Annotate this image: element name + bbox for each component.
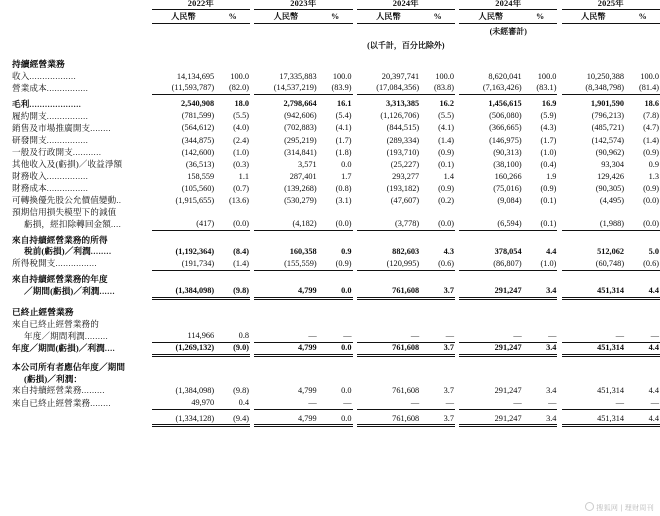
row-label-cost-of-sales: 營業成本................ xyxy=(12,83,89,94)
cell-contprofit-2022-pct: (9.8) xyxy=(215,285,250,298)
cell-fininc-2025-pct: 1.3 xyxy=(648,171,659,181)
header-currency-2022: 人民幣 xyxy=(152,10,216,23)
cell-tax-2024u: (86,807) xyxy=(459,258,523,270)
cell-fincost-2025-pct: (0.9) xyxy=(643,183,659,193)
header-currency-row xyxy=(0,10,660,23)
row-label-rd: 研發開支................ xyxy=(12,134,89,145)
cell-pretax-2022-pct: (8.4) xyxy=(233,247,250,257)
table-row xyxy=(0,330,660,342)
cell-attrtotal-2023: 4,799 xyxy=(254,409,318,426)
cell-other-2022: (36,513) xyxy=(185,159,215,169)
row-label-convertible-pref-fv: 可轉換優先股公允價值變動.. xyxy=(12,195,122,206)
cell-rd-2024u: (146,975) xyxy=(489,135,522,145)
cell-rd-2024a: (289,334) xyxy=(386,135,420,145)
cell-selling-2023-pct: (4.1) xyxy=(335,123,352,133)
cell-pretax-2023: 160,358 xyxy=(289,247,317,257)
row-label-attributable-line1: 本公司所有者應佔年度／期間 xyxy=(12,362,126,373)
cell-contprofit-2024a-pct: 3.7 xyxy=(420,285,455,298)
cell-attrcont-2025: 451,314 xyxy=(597,386,625,396)
cell-gross-2024u: 1,456,615 xyxy=(488,99,522,109)
cell-cost-2022: (11,593,787) xyxy=(152,83,216,95)
cell-fincost-2023-pct: (0.8) xyxy=(335,183,352,193)
cell-cost-2024a: (17,084,356) xyxy=(357,83,421,95)
cell-tax-2022-pct: (1.4) xyxy=(215,258,250,270)
cell-cost-2023-pct: (83.9) xyxy=(318,83,353,95)
cell-fulfillment-2024u: (506,080) xyxy=(489,111,522,121)
cell-cost-2025: (8,348,798) xyxy=(562,83,626,95)
cell-tax-2025: (60,748) xyxy=(562,258,626,270)
cell-rd-2023-pct: (1.7) xyxy=(335,135,352,145)
cell-contprofit-2024u: 291,247 xyxy=(459,285,523,298)
header-percent-2024u: % xyxy=(523,10,558,23)
cell-attrdisc-2024u: — xyxy=(459,397,523,409)
cell-contprofit-2025-pct: 4.4 xyxy=(625,285,660,298)
cell-revenue-2025: 10,250,388 xyxy=(586,71,625,81)
units-spacer xyxy=(0,36,152,57)
row-label-period-profit: 年度／期間(虧損)／利潤.... xyxy=(12,343,116,354)
cell-tax-2024a: (120,995) xyxy=(357,258,421,270)
cell-attrdisc-2024a: — xyxy=(357,397,421,409)
table-row xyxy=(0,231,660,246)
cell-attrdisc-2025: — xyxy=(562,397,626,409)
cell-attrdisc-2022-pct: 0.4 xyxy=(215,397,250,409)
cell-fulfillment-2025-pct: (7.8) xyxy=(643,111,659,121)
cell-rd-2025-pct: (1.4) xyxy=(643,135,659,145)
row-label-ecl-line1: 預期信用損失模型下的減值 xyxy=(12,207,117,218)
cell-discprofit-2022-pct: 0.8 xyxy=(238,331,250,341)
watermark-text: 搜狐网 | 理财周刊 xyxy=(596,505,654,512)
cell-attrtotal-2025: 451,314 xyxy=(562,409,626,426)
cell-gross-2024a-pct: 16.2 xyxy=(439,99,454,109)
cell-fininc-2024a: 293,277 xyxy=(392,171,420,181)
cell-fininc-2024a-pct: 1.4 xyxy=(443,171,454,181)
row-label-other-income: 其他收入及(虧損)／收益淨額 xyxy=(12,159,123,170)
row-label-finance-income: 財務收入................ xyxy=(12,171,89,182)
cell-other-2024a-pct: (0.1) xyxy=(438,159,454,169)
cell-revenue-2023-pct: 100.0 xyxy=(332,71,352,81)
cell-periodprofit-2024u: 291,247 xyxy=(459,342,523,355)
cell-attrtotal-2024a-pct: 3.7 xyxy=(420,409,455,426)
cell-convpref-2024u-pct: (0.1) xyxy=(540,196,557,206)
row-label-discontinued-profit-line1: 來自已終止經營業務的 xyxy=(12,318,99,329)
cell-gross-2022-pct: 18.0 xyxy=(234,99,250,109)
cell-revenue-2025-pct: 100.0 xyxy=(640,71,659,81)
cell-fulfillment-2022: (781,599) xyxy=(181,111,215,121)
cell-convpref-2023: (530,279) xyxy=(284,196,317,206)
section-continuing-row xyxy=(0,57,660,71)
cell-attrdisc-2024u-pct: — xyxy=(523,397,558,409)
cell-selling-2025-pct: (4.7) xyxy=(643,123,659,133)
cell-fininc-2022: 158,559 xyxy=(187,171,215,181)
cell-fincost-2025: (90,305) xyxy=(595,183,625,193)
cell-periodprofit-2025-pct: 4.4 xyxy=(625,342,660,355)
header-corner-empty-2 xyxy=(0,10,152,23)
cell-periodprofit-2023-pct: 0.0 xyxy=(318,342,353,355)
header-year-2025: 2025年 xyxy=(562,0,660,10)
cell-pretax-2024u: 378,054 xyxy=(494,247,522,257)
cell-tax-2025-pct: (0.6) xyxy=(625,258,660,270)
cell-attrcont-2024a: 761,608 xyxy=(392,386,420,396)
cell-ecl-2022-pct: (0.0) xyxy=(215,219,250,231)
cell-tax-2022: (191,734) xyxy=(152,258,216,270)
table-row xyxy=(0,397,660,409)
cell-fulfillment-2024a: (1,126,706) xyxy=(380,111,420,121)
cell-attrtotal-2024u-pct: 3.4 xyxy=(523,409,558,426)
table-row xyxy=(0,373,660,385)
cell-fulfillment-2023-pct: (5.4) xyxy=(335,111,352,121)
row-label-pretax-line1: 來自持續經營業務的所得 xyxy=(12,234,108,245)
header-currency-2024a: 人民幣 xyxy=(357,10,421,23)
table-row xyxy=(0,207,660,219)
cell-selling-2024u-pct: (4.3) xyxy=(540,123,557,133)
row-label-discontinued-profit-line2: 年度／期間利潤......... xyxy=(24,330,109,341)
row-label-continuing-profit-line2: ／期間(虧損)／利潤...... xyxy=(24,286,116,297)
cell-rd-2024u-pct: (1.7) xyxy=(540,135,557,145)
table-row xyxy=(0,270,660,285)
header-year-2024-unaudited: 2024年 xyxy=(459,0,557,10)
cell-cost-2024u-pct: (83.1) xyxy=(523,83,558,95)
table-row xyxy=(0,342,660,355)
cell-admin-2025: (90,962) xyxy=(595,147,625,157)
header-percent-2024a: % xyxy=(420,10,455,23)
cell-discprofit-2023: — xyxy=(308,331,317,341)
cell-rd-2024a-pct: (1.4) xyxy=(438,135,454,145)
header-currency-2024u: 人民幣 xyxy=(459,10,523,23)
cell-rd-2022: (344,875) xyxy=(181,135,215,145)
cell-attrtotal-2022: (1,334,128) xyxy=(152,409,216,426)
cell-other-2025-pct: 0.9 xyxy=(648,159,659,169)
cell-ecl-2023: (4,182) xyxy=(254,219,318,231)
cell-other-2023-pct: 0.0 xyxy=(341,159,352,169)
cell-ecl-2024a-pct: (0.0) xyxy=(420,219,455,231)
cell-attrcont-2023-pct: 0.0 xyxy=(341,386,352,396)
cell-convpref-2023-pct: (3.1) xyxy=(335,196,352,206)
cell-pretax-2023-pct: 0.9 xyxy=(341,247,352,257)
cell-contprofit-2023: 4,799 xyxy=(254,285,318,298)
cell-selling-2024a: (844,515) xyxy=(386,123,420,133)
cell-other-2024a: (25,227) xyxy=(390,159,420,169)
table-row xyxy=(0,409,660,426)
cell-cost-2023: (14,537,219) xyxy=(254,83,318,95)
row-label-fulfillment: 履約開支................ xyxy=(12,110,89,121)
cell-selling-2022-pct: (4.0) xyxy=(233,123,250,133)
section-discontinued-row xyxy=(0,305,660,319)
cell-fincost-2024a-pct: (0.9) xyxy=(438,183,454,193)
watermark-logo-icon xyxy=(585,502,594,511)
cell-other-2023: 3,571 xyxy=(298,159,317,169)
cell-periodprofit-2025: 451,314 xyxy=(562,342,626,355)
table-row xyxy=(0,183,660,195)
unaudited-spacer-2 xyxy=(557,23,660,36)
cell-admin-2024a-pct: (0.9) xyxy=(438,147,454,157)
cell-gross-2024a: 3,313,385 xyxy=(385,99,420,109)
cell-other-2024u-pct: (0.4) xyxy=(540,159,557,169)
cell-admin-2024a: (193,710) xyxy=(386,147,420,157)
header-percent-2022: % xyxy=(215,10,250,23)
cell-convpref-2024a-pct: (0.2) xyxy=(438,196,454,206)
cell-admin-2022: (142,600) xyxy=(181,147,215,157)
cell-fininc-2024u-pct: 1.9 xyxy=(546,171,557,181)
cell-fulfillment-2023: (942,606) xyxy=(284,111,317,121)
watermark xyxy=(585,502,654,513)
cell-rd-2022-pct: (2.4) xyxy=(233,135,250,145)
row-label-pretax-line2: 稅前(虧損)／利潤........ xyxy=(24,246,112,257)
cell-pretax-2025: 512,062 xyxy=(597,247,625,257)
cell-rd-2025: (142,574) xyxy=(591,135,625,145)
cell-tax-2024u-pct: (1.0) xyxy=(523,258,558,270)
header-percent-2025: % xyxy=(625,10,660,23)
cell-attrdisc-2024a-pct: — xyxy=(420,397,455,409)
cell-attrtotal-2022-pct: (9.4) xyxy=(215,409,250,426)
cell-cost-2025-pct: (81.4) xyxy=(625,83,660,95)
cell-pretax-2024u-pct: 4.4 xyxy=(546,247,557,257)
cell-attrtotal-2024a: 761,608 xyxy=(357,409,421,426)
cell-admin-2022-pct: (1.0) xyxy=(233,147,250,157)
cell-gross-2025: 1,901,590 xyxy=(590,99,625,109)
cell-periodprofit-2024a-pct: 3.7 xyxy=(420,342,455,355)
cell-discprofit-2023-pct: — xyxy=(343,331,352,341)
cell-contprofit-2024a: 761,608 xyxy=(357,285,421,298)
cell-discprofit-2024u-pct: — xyxy=(548,331,557,341)
cell-selling-2025: (485,721) xyxy=(591,123,625,133)
cell-fulfillment-2022-pct: (5.5) xyxy=(233,111,250,121)
cell-fulfillment-2024a-pct: (5.5) xyxy=(438,111,454,121)
row-label-attributable-line2: (虧損)／利潤： xyxy=(24,373,83,384)
cell-attrcont-2022: (1,384,098) xyxy=(175,386,215,396)
cell-fininc-2023-pct: 1.7 xyxy=(341,171,352,181)
cell-fincost-2022: (105,560) xyxy=(181,183,215,193)
cell-discprofit-2022: 114,966 xyxy=(187,331,215,341)
units-note: (以千計，百分比除外) xyxy=(367,40,445,50)
cell-fincost-2023: (139,268) xyxy=(284,183,317,193)
cell-attrdisc-2023: — xyxy=(254,397,318,409)
cell-pretax-2025-pct: 5.0 xyxy=(648,247,659,257)
cell-cost-2022-pct: (82.0) xyxy=(215,83,250,95)
cell-attrcont-2024a-pct: 3.7 xyxy=(443,386,454,396)
cell-discprofit-2025-pct: — xyxy=(650,331,659,341)
cell-contprofit-2022: (1,384,098) xyxy=(152,285,216,298)
cell-other-2024u: (38,100) xyxy=(493,159,522,169)
header-currency-2025: 人民幣 xyxy=(562,10,626,23)
cell-convpref-2022: (1,915,655) xyxy=(175,196,215,206)
cell-fincost-2022-pct: (0.7) xyxy=(233,183,250,193)
row-label-attr-continuing: 來自持續經營業務......... xyxy=(12,385,105,396)
table-row xyxy=(0,122,660,134)
cell-fininc-2025: 129,426 xyxy=(597,171,625,181)
table-row xyxy=(0,70,660,82)
table-row xyxy=(0,146,660,158)
cell-other-2022-pct: (0.3) xyxy=(233,159,250,169)
cell-admin-2023: (314,841) xyxy=(284,147,317,157)
cell-gross-2023: 2,798,664 xyxy=(283,99,317,109)
row-label-ecl-line2: 虧損，經扣除轉回金額.... xyxy=(24,219,122,230)
cell-periodprofit-2022: (1,269,132) xyxy=(152,342,216,355)
table-row xyxy=(0,195,660,207)
cell-periodprofit-2023: 4,799 xyxy=(254,342,318,355)
cell-convpref-2022-pct: (13.6) xyxy=(229,196,250,206)
cell-ecl-2024u-pct: (0.1) xyxy=(523,219,558,231)
row-label-attr-discontinued: 來自已終止經營業務........ xyxy=(12,397,112,408)
cell-admin-2025-pct: (0.9) xyxy=(643,147,659,157)
row-label-gross-profit: 毛利.................... xyxy=(12,98,82,109)
cell-attrcont-2023: 4,799 xyxy=(298,386,317,396)
cell-admin-2024u-pct: (1.0) xyxy=(540,147,557,157)
table-row xyxy=(0,318,660,330)
cell-attrdisc-2025-pct: — xyxy=(625,397,660,409)
unaudited-spacer xyxy=(0,23,459,36)
cell-revenue-2022-pct: 100.0 xyxy=(230,71,250,81)
cell-cost-2024a-pct: (83.8) xyxy=(420,83,455,95)
table-row xyxy=(0,258,660,270)
cell-admin-2023-pct: (1.8) xyxy=(335,147,352,157)
cell-revenue-2022: 14,134,695 xyxy=(176,71,215,81)
row-label-income-tax: 所得稅開支................ xyxy=(12,258,98,269)
cell-rd-2023: (295,219) xyxy=(284,135,317,145)
header-year-2022: 2022年 xyxy=(152,0,250,10)
cell-fininc-2022-pct: 1.1 xyxy=(238,171,250,181)
table-row xyxy=(0,110,660,122)
cell-discprofit-2024a-pct: — xyxy=(445,331,454,341)
cell-admin-2024u: (90,313) xyxy=(493,147,522,157)
cell-ecl-2023-pct: (0.0) xyxy=(318,219,353,231)
table-row xyxy=(0,95,660,111)
cell-fincost-2024u: (75,016) xyxy=(493,183,522,193)
cell-gross-2024u-pct: 16.9 xyxy=(541,99,557,109)
header-unaudited-row xyxy=(0,23,660,36)
cell-tax-2023-pct: (0.9) xyxy=(318,258,353,270)
table-row xyxy=(0,159,660,171)
section-discontinued-title: 已終止經營業務 xyxy=(12,306,74,317)
cell-fulfillment-2024u-pct: (5.9) xyxy=(540,111,557,121)
cell-convpref-2025: (4,495) xyxy=(599,196,625,206)
table-row xyxy=(0,134,660,146)
header-units-row xyxy=(0,36,660,57)
cell-attrtotal-2025-pct: 4.4 xyxy=(625,409,660,426)
row-label-attr-total xyxy=(0,409,152,426)
cell-attrdisc-2023-pct: — xyxy=(318,397,353,409)
cell-fininc-2023: 287,401 xyxy=(289,171,317,181)
cell-pretax-2024a-pct: 4.3 xyxy=(443,247,454,257)
cell-contprofit-2023-pct: 0.0 xyxy=(318,285,353,298)
cell-fulfillment-2025: (796,213) xyxy=(591,111,625,121)
cell-selling-2024u: (366,665) xyxy=(489,123,522,133)
cell-convpref-2024u: (9,084) xyxy=(497,196,522,206)
cell-ecl-2025: (1,988) xyxy=(562,219,626,231)
header-year-2024-audited: 2024年 xyxy=(357,0,455,10)
cell-discprofit-2024u: — xyxy=(513,331,522,341)
cell-revenue-2024u: 8,620,041 xyxy=(488,71,522,81)
table-row xyxy=(0,362,660,374)
cell-gross-2022: 2,540,908 xyxy=(181,99,215,109)
table-row xyxy=(0,83,660,95)
unaudited-note: (未經審計) xyxy=(489,26,527,36)
cell-attrdisc-2022: 49,970 xyxy=(152,397,216,409)
cell-gross-2025-pct: 18.6 xyxy=(644,99,659,109)
cell-revenue-2024a-pct: 100.0 xyxy=(435,71,454,81)
row-label-admin: 一般及行政開支........... xyxy=(12,146,102,157)
cell-convpref-2025-pct: (0.0) xyxy=(643,196,659,206)
cell-cost-2024u: (7,163,426) xyxy=(459,83,523,95)
section-continuing-title: 持續經營業務 xyxy=(12,58,65,69)
cell-tax-2023: (155,559) xyxy=(254,258,318,270)
table-row xyxy=(0,219,660,231)
cell-periodprofit-2024u-pct: 3.4 xyxy=(523,342,558,355)
cell-fincost-2024a: (193,182) xyxy=(386,183,420,193)
table-row xyxy=(0,246,660,258)
cell-revenue-2024u-pct: 100.0 xyxy=(537,71,557,81)
cell-discprofit-2025: — xyxy=(615,331,625,341)
header-corner-empty xyxy=(0,0,152,10)
cell-gross-2023-pct: 16.1 xyxy=(336,99,352,109)
table-row xyxy=(0,285,660,298)
cell-attrtotal-2024u: 291,247 xyxy=(459,409,523,426)
cell-attrcont-2024u-pct: 3.4 xyxy=(546,386,557,396)
cell-fininc-2024u: 160,266 xyxy=(494,171,522,181)
cell-selling-2022: (564,612) xyxy=(181,123,215,133)
cell-ecl-2022: (417) xyxy=(152,219,216,231)
cell-attrcont-2025-pct: 4.4 xyxy=(648,386,659,396)
table-row xyxy=(0,385,660,397)
cell-periodprofit-2022-pct: (9.0) xyxy=(215,342,250,355)
cell-attrcont-2022-pct: (9.8) xyxy=(233,386,250,396)
header-percent-2023: % xyxy=(318,10,353,23)
header-year-row xyxy=(0,0,660,10)
cell-discprofit-2024a: — xyxy=(410,331,420,341)
cell-revenue-2023: 17,335,883 xyxy=(279,71,317,81)
header-year-2023: 2023年 xyxy=(254,0,352,10)
cell-contprofit-2025: 451,314 xyxy=(562,285,626,298)
row-label-finance-cost: 財務成本................ xyxy=(12,183,89,194)
cell-tax-2024a-pct: (0.6) xyxy=(420,258,455,270)
cell-pretax-2022: (1,192,364) xyxy=(175,247,215,257)
row-label-selling-marketing: 銷售及市場推廣開支........ xyxy=(12,122,112,133)
table-row xyxy=(0,171,660,183)
row-label-revenue: 收入.................. xyxy=(12,70,77,81)
cell-attrcont-2024u: 291,247 xyxy=(494,386,522,396)
header-currency-2023: 人民幣 xyxy=(254,10,318,23)
cell-selling-2024a-pct: (4.1) xyxy=(438,123,454,133)
cell-revenue-2024a: 20,397,741 xyxy=(381,71,420,81)
cell-ecl-2024u: (6,594) xyxy=(459,219,523,231)
cell-pretax-2024a: 882,603 xyxy=(392,247,420,257)
cell-periodprofit-2024a: 761,608 xyxy=(357,342,421,355)
cell-contprofit-2024u-pct: 3.4 xyxy=(523,285,558,298)
row-label-continuing-profit-line1: 來自持續經營業務的年度 xyxy=(12,274,108,284)
cell-other-2025: 93,304 xyxy=(601,159,625,169)
cell-fincost-2024u-pct: (0.9) xyxy=(540,183,557,193)
cell-attrtotal-2023-pct: 0.0 xyxy=(318,409,353,426)
cell-ecl-2025-pct: (0.0) xyxy=(625,219,660,231)
cell-convpref-2024a: (47,607) xyxy=(390,196,420,206)
cell-selling-2023: (702,883) xyxy=(284,123,317,133)
cell-ecl-2024a: (3,778) xyxy=(357,219,421,231)
